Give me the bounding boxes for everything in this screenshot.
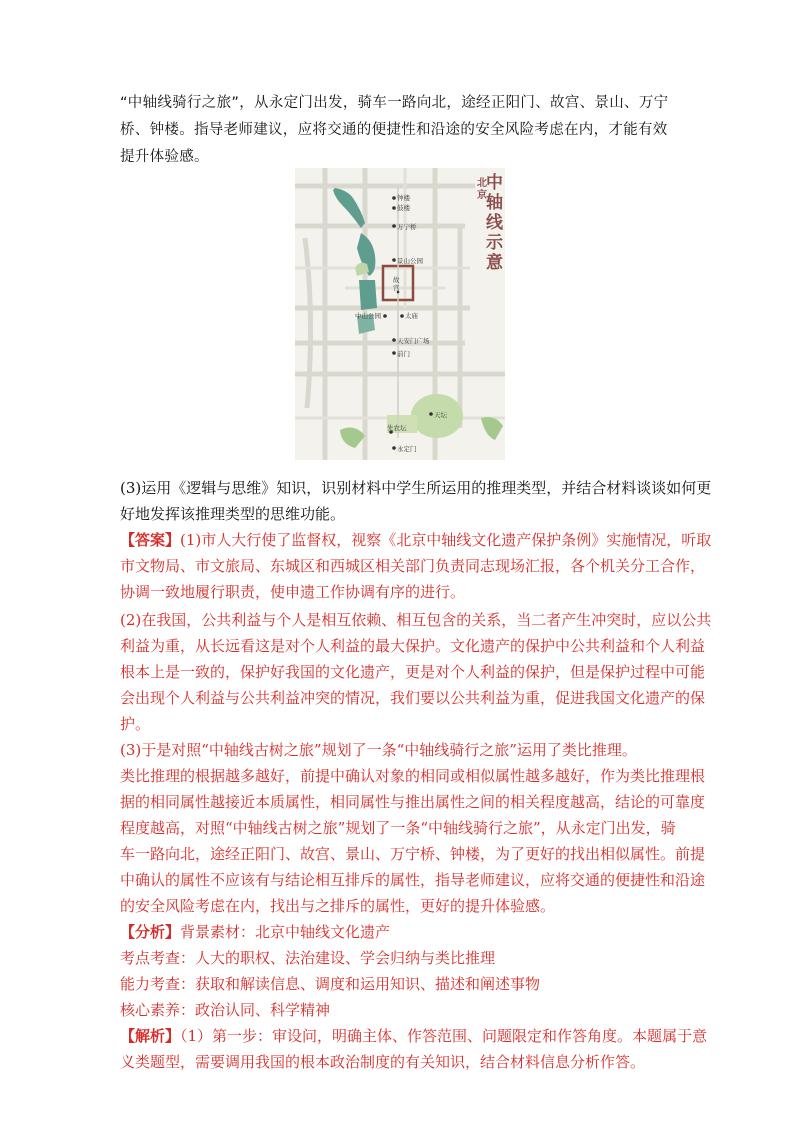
label-jingshan: 景山公园 bbox=[397, 257, 423, 265]
explain-line-1: 【解析】（1）第一步：审设问，明确主体、作答范围、问题限定和作答角度。本题属于意 bbox=[120, 1027, 708, 1045]
analysis-suyang: 核心素养：政治认同、科学精神 bbox=[120, 1001, 331, 1019]
label-tiantan: 天坛 bbox=[434, 411, 447, 419]
answer-2-line-5: 护。 bbox=[120, 715, 151, 733]
answer-1-line-1: 【答案】(1)市人大行使了监督权，视察《北京中轴线文化遗产保护条例》实施情况，听取 bbox=[120, 531, 712, 549]
question-3-line-2: 好地发挥该推理类型的思维功能。 bbox=[120, 505, 346, 523]
answer-2-line-3: 根本上是一致的，保护好我国的文化遗产，更是对个人利益的保护，但是保护过程中可能 bbox=[120, 663, 706, 681]
analysis-kaodian: 考点考查：人大的职权、法治建设、学会归纳与类比推理 bbox=[120, 949, 496, 967]
intro-paragraph: “中轴线骑行之旅”，从永定门出发，骑车一路向北，途经正阳门、故宫、景山、万宁桥、钟楼。指导老师建议，应将交通的便捷性和沿途的安全风险考虑在内，才能有效提升体验感。 bbox=[120, 95, 669, 165]
analysis-label: 【分析】 bbox=[120, 923, 181, 941]
answer-1-line-3: 协调一致地履行职责，使申遗工作协调有序的进行。 bbox=[120, 583, 466, 601]
label-gugong-2: 宫 bbox=[393, 284, 400, 292]
label-zhonglou: 钟楼 bbox=[397, 194, 410, 202]
central-axis-map bbox=[295, 168, 505, 460]
analysis-background: 【分析】背景素材：北京中轴线文化遗产 bbox=[120, 923, 391, 941]
answer-3-line-1: (3)于是对照“中轴线古树之旅”规划了一条“中轴线骑行之旅”运用了类比推理。 bbox=[120, 741, 637, 759]
answer-2-line-2: 利益为重，从长远看这是对个人利益的最大保护。文化遗产的保护中公共利益和个人利益 bbox=[120, 637, 706, 655]
label-gugong-1: 故 bbox=[393, 276, 400, 284]
answer-3-line-3: 据的相同属性越接近本质属性，相同属性与推出属性之间的相关程度越高，结论的可靠度 bbox=[120, 793, 706, 811]
label-yongding: 永定门 bbox=[397, 445, 417, 453]
label-zhongshan: 中山公园 bbox=[355, 312, 381, 320]
label-tiananmen: 天安门广场 bbox=[397, 337, 430, 345]
question-3-line-1: (3)运用《逻辑与思维》知识，识别材料中学生所运用的推理类型，并结合材料谈谈如何更 bbox=[120, 479, 712, 497]
map-water-zhongnanhai bbox=[359, 280, 377, 310]
answer-3-line-2: 类比推理的根据越多越好，前提中确认对象的相同或相似属性越多越好，作为类比推理根 bbox=[120, 767, 706, 785]
label-wanning: 万宁桥 bbox=[397, 223, 417, 231]
answer-3-line-6: 中确认的属性不应该有与结论相互排斥的属性，指导老师建议，应将交通的便捷性和沿途 bbox=[120, 871, 706, 889]
label-gulou: 鼓楼 bbox=[397, 204, 410, 212]
label-xiannong: 先农坛 bbox=[387, 424, 407, 432]
label-qianmen: 前门 bbox=[397, 350, 410, 358]
answer-1-line-2: 市文物局、市文旅局、东城区和西城区相关部门负责同志现场汇报，各个机关分工合作， bbox=[120, 557, 706, 575]
answer-3-line-4: 程度越高，对照“中轴线古树之旅”规划了一条“中轴线骑行之旅”，从永定门出发，骑 bbox=[120, 819, 676, 837]
answer-label: 【答案】 bbox=[120, 531, 181, 549]
explain-line-2: 义类题型，需要调用我国的根本政治制度的有关知识，结合材料信息分析作答。 bbox=[120, 1053, 646, 1071]
explain-label: 【解析】 bbox=[120, 1027, 181, 1045]
answer-2-line-1: (2)在我国，公共利益与个人是相互依赖、相互包含的关系，当二者产生冲突时，应以公共 bbox=[120, 611, 712, 629]
answer-3-line-7: 的安全风险考虑在内，找出与之排斥的属性，更好的提升体验感。 bbox=[120, 897, 556, 915]
answer-2-line-4: 会出现个人利益与公共利益冲突的情况，我们要以公共利益为重，促进我国文化遗产的保 bbox=[120, 689, 706, 707]
map-title-main: 中轴线示意 bbox=[486, 173, 503, 273]
label-taimiao: 太庙 bbox=[405, 312, 418, 320]
map-title-city: 北京 bbox=[477, 178, 487, 201]
analysis-nengli: 能力考查：获取和解读信息、调度和运用知识、描述和阐述事物 bbox=[120, 975, 541, 993]
answer-3-line-5: 车一路向北，途经正阳门、故宫、景山、万宁桥、钟楼，为了更好的找出相似属性。前提 bbox=[120, 845, 706, 863]
